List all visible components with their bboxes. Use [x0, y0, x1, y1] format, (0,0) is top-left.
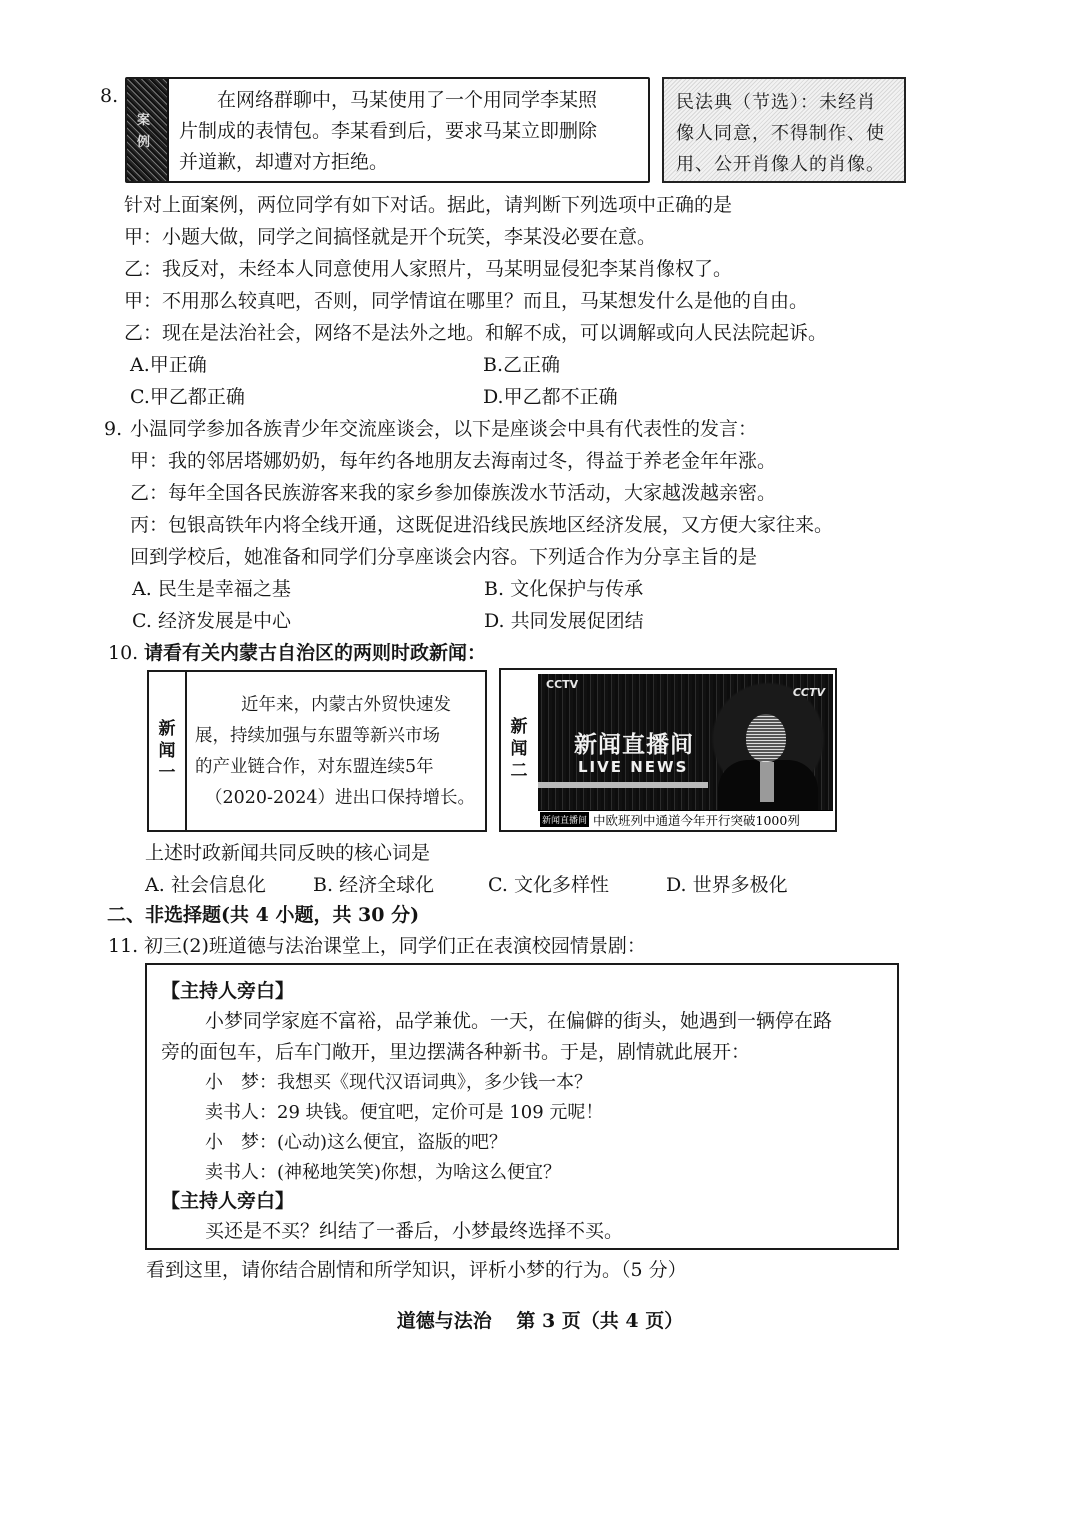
cctv-logo: CCTV — [792, 686, 825, 699]
speaker: 卖书人： — [205, 1102, 277, 1123]
q10-option-d[interactable] — [666, 873, 788, 897]
news-line: 展，持续加强与东盟等新兴市场 — [195, 726, 440, 746]
label-char: 新 — [510, 717, 528, 737]
q10-stem: 上述时政新闻共同反映的核心词是 — [145, 842, 431, 864]
ticker-text: 中欧班列中通道今年开行突破1000列 — [593, 812, 800, 828]
q8-option-d[interactable] — [483, 385, 618, 409]
narrator-heading: 【主持人旁白】 — [161, 1190, 295, 1212]
cctv-logo: CCTV — [546, 678, 579, 691]
option-text: 文化多样性 — [513, 874, 609, 896]
dialogue-line: 甲：小题大做，同学之间搞怪就是开个玩笑，李某没必要在意。 — [124, 226, 657, 248]
news-anchor-head — [746, 714, 786, 762]
footer-page-number: 第 3 页（共 4 页） — [516, 1310, 684, 1332]
news-two-box — [499, 668, 837, 832]
script-line — [205, 1161, 561, 1185]
option-text: 甲乙都不正确 — [503, 386, 618, 408]
case-line: 并道歉，却遭对方拒绝。 — [179, 151, 389, 173]
option-text: 文化保护与传承 — [510, 578, 644, 600]
section-2-heading: 二、非选择题(共 4 小题，共 30 分) — [107, 904, 420, 926]
speech: (神秘地笑笑)你想，为啥这么便宜？ — [277, 1162, 562, 1183]
case-line: 片制成的表情包。李某看到后，要求马某立即删除 — [179, 120, 598, 142]
option-label: D. — [484, 610, 505, 632]
q8-option-c[interactable] — [130, 385, 245, 409]
option-label: C. — [488, 874, 508, 896]
narration-line: 小梦同学家庭不富裕，品学兼优。一天，在偏僻的街头，她遇到一辆停在路 — [205, 1010, 833, 1032]
skit-script-box — [145, 963, 899, 1250]
speech: 我想买《现代汉语词典》，多少钱一本？ — [277, 1072, 592, 1093]
q10-option-b[interactable] — [313, 873, 434, 897]
law-line: 像人同意，不得制作、使 — [676, 123, 885, 144]
q8-option-b[interactable] — [483, 353, 560, 377]
speech: 29 块钱。便宜吧，定价可是 109 元呢！ — [277, 1102, 604, 1123]
news-line: （2020-2024）进出口保持增长。 — [205, 788, 475, 808]
option-text: 乙正确 — [503, 354, 561, 376]
ticker-tag: 新闻直播间 — [540, 812, 589, 827]
option-text: 甲正确 — [149, 354, 207, 376]
news-anchor-shirt — [760, 762, 774, 802]
script-line — [205, 1131, 507, 1155]
news-two-label — [501, 670, 537, 830]
script-line — [205, 1101, 603, 1125]
news-ticker — [538, 810, 833, 828]
question-8-number: 8. — [100, 85, 119, 107]
script-line — [205, 1071, 592, 1095]
q9-option-a[interactable] — [132, 577, 291, 601]
narration-line: 旁的面包车，后车门敞开，里边摆满各种新书。于是，剧情就此展开： — [161, 1041, 751, 1063]
q11-intro: 初三(2)班道德与法治课堂上，同学们正在表演校园情景剧： — [144, 935, 646, 957]
law-line: 用、公开肖像人的肖像。 — [676, 154, 885, 175]
news-one-label — [149, 672, 187, 830]
option-label: A. — [145, 874, 165, 896]
option-text: 经济全球化 — [339, 874, 435, 896]
label-char: 新 — [158, 719, 176, 739]
news-one-box — [147, 670, 487, 832]
label-char: 二 — [510, 761, 528, 781]
option-text: 世界多极化 — [692, 874, 788, 896]
question-9-number: 9. — [104, 418, 123, 440]
q9-option-d[interactable] — [484, 609, 644, 633]
footer-subject: 道德与法治 — [396, 1310, 492, 1332]
q10-intro: 请看有关内蒙古自治区的两则时政新闻： — [144, 642, 487, 664]
tv-news-screenshot — [538, 674, 833, 828]
option-label: A. — [132, 578, 152, 600]
news-line: 近年来，内蒙古外贸快速发 — [241, 695, 451, 715]
q9-stem: 回到学校后，她准备和同学们分享座谈会内容。下列适合作为分享主旨的是 — [130, 546, 758, 568]
q9-option-b[interactable] — [484, 577, 643, 601]
option-label: C. — [132, 610, 152, 632]
statement-line: 甲：我的邻居塔娜奶奶，每年约各地朋友去海南过冬，得益于养老金年年涨。 — [130, 450, 777, 472]
dialogue-line: 甲：不用那么较真吧，否则，同学情谊在哪里？而且，马某想发什么是他的自由。 — [124, 290, 809, 312]
option-text: 共同发展促团结 — [510, 610, 644, 632]
closing-line: 买还是不买？纠结了一番后，小梦最终选择不买。 — [205, 1220, 624, 1242]
option-label: D. — [483, 386, 504, 408]
statement-line: 丙：包银高铁年内将全线开通，这既促进沿线民族地区经济发展，又方便大家往来。 — [130, 514, 834, 536]
narrator-heading: 【主持人旁白】 — [161, 980, 295, 1002]
news-one-text — [195, 690, 483, 814]
option-text: 民生是幸福之基 — [157, 578, 291, 600]
q8-option-a[interactable] — [130, 353, 207, 377]
label-char: 闻 — [510, 739, 528, 759]
screen-title: 新闻直播间 — [574, 731, 694, 758]
speaker: 卖书人： — [205, 1162, 277, 1183]
question-10-number: 10. — [108, 642, 139, 664]
news-line: 的产业链合作，对东盟连续5年 — [195, 757, 434, 777]
decorative-band — [538, 782, 708, 788]
case-art-glyph: 案 — [137, 113, 151, 128]
q10-option-a[interactable] — [145, 873, 266, 897]
q10-option-c[interactable] — [488, 873, 609, 897]
screen-subtitle: LIVE NEWS — [578, 758, 689, 776]
dialogue-line: 乙：现在是法治社会，网络不是法外之地。和解不成，可以调解或向人民法院起诉。 — [124, 322, 828, 344]
q9-option-c[interactable] — [132, 609, 291, 633]
option-label: D. — [666, 874, 687, 896]
question-11-number: 11. — [108, 935, 139, 957]
option-text: 经济发展是中心 — [157, 610, 291, 632]
civil-code-excerpt-box — [662, 77, 906, 183]
speaker: 小 梦： — [205, 1072, 277, 1093]
dialogue-line: 乙：我反对，未经本人同意使用人家照片，马某明显侵犯李某肖像权了。 — [124, 258, 733, 280]
option-label: C. — [130, 386, 150, 408]
label-char: 一 — [158, 763, 176, 783]
option-label: B. — [483, 354, 504, 376]
option-label: A. — [130, 354, 150, 376]
q11-question: 看到这里，请你结合剧情和所学知识，评析小梦的行为。（5 分） — [146, 1259, 687, 1281]
option-text: 社会信息化 — [170, 874, 266, 896]
q9-intro: 小温同学参加各族青少年交流座谈会，以下是座谈会中具有代表性的发言： — [130, 418, 758, 440]
q8-case-box — [125, 77, 650, 183]
speaker: 小 梦： — [205, 1132, 277, 1153]
case-illustration — [127, 79, 169, 181]
case-line: 在网络群聊中，马某使用了一个用同学李某照 — [217, 89, 598, 111]
law-line: 民法典（节选）：未经肖 — [676, 92, 876, 113]
label-char: 闻 — [158, 741, 176, 761]
option-text: 甲乙都正确 — [149, 386, 245, 408]
case-text — [179, 85, 644, 178]
statement-line: 乙：每年全国各民族游客来我的家乡参加傣族泼水节活动，大家越泼越亲密。 — [130, 482, 777, 504]
speech: (心动)这么便宜，盗版的吧？ — [277, 1132, 508, 1153]
page-footer — [0, 1309, 1080, 1333]
q8-stem: 针对上面案例，两位同学有如下对话。据此，请判断下列选项中正确的是 — [124, 194, 733, 216]
case-art-glyph: 例 — [137, 135, 151, 150]
option-label: B. — [313, 874, 334, 896]
option-label: B. — [484, 578, 505, 600]
